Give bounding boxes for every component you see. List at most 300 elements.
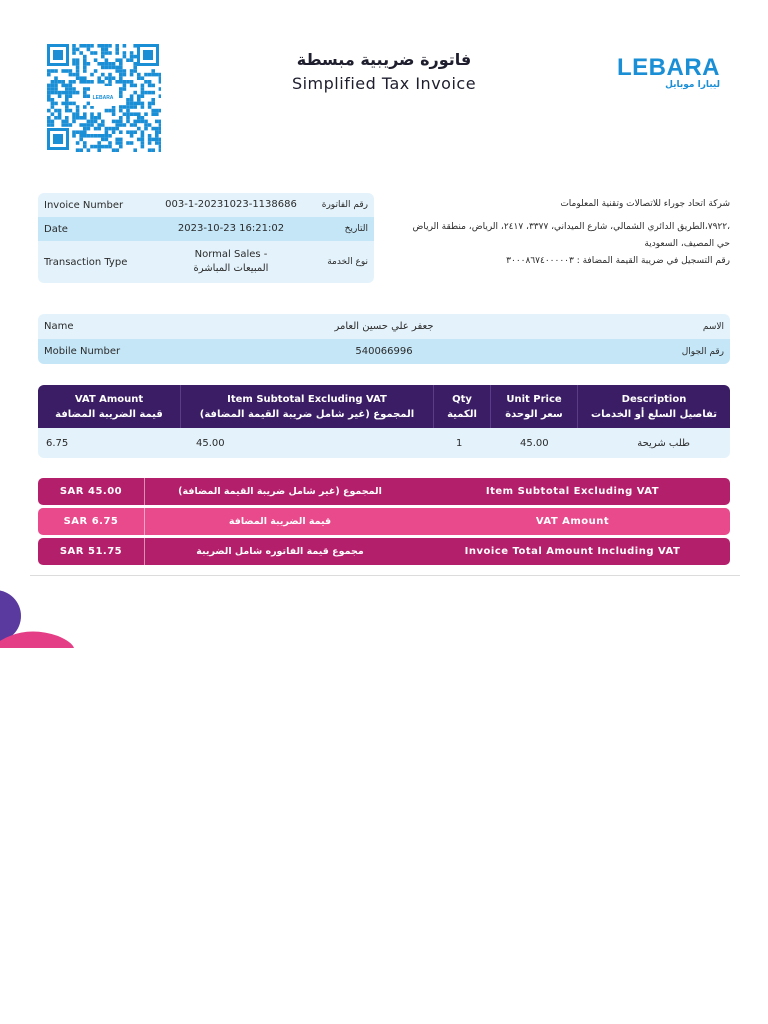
qr-module [148,141,152,145]
qr-module [144,112,148,116]
qr-module [76,141,80,145]
qr-module [83,112,87,116]
qr-module [72,134,76,138]
totals-section [38,478,730,568]
mobile-number-row [38,339,730,364]
company-vat-number: رقم التسجيل في ضريبة القيمة المضافة : ٣٠٠٠٨٦٧٤٠٠٠٠٠٣ [506,256,730,266]
qr-module [148,105,152,109]
qr-module [79,148,83,152]
qr-module [151,102,155,106]
qr-module [159,109,161,113]
qr-module [119,120,123,124]
qr-module [144,120,148,124]
qr-module [137,112,141,116]
header-vat-amount-ar: قيمة الضريبة المضافة [55,408,163,420]
row-item-subtotal: 45.00 [196,437,225,449]
company-address-line-1: ٧٩٢٢،الطريق الدائري الشمالي، شارع الميداني، ٣٣٧٧، ٢٤١٧، الرياض، منطقة الرياض، [412,222,730,232]
transaction-type-label: Transaction Type [44,256,128,268]
invoice-number-row [38,193,374,217]
row-qty: 1 [456,437,463,449]
invoice-number-label: Invoice Number [44,199,124,211]
qr-module [65,116,69,120]
qr-module [155,130,159,134]
qr-module [105,145,109,149]
qr-module [87,102,91,106]
qr-module [47,98,51,102]
qr-module [126,141,130,145]
qr-module [155,120,159,124]
qr-module [159,94,161,98]
qr-module [112,130,116,134]
company-address-line-2: حي المصيف، السعودية [644,239,730,249]
logo-wordmark: LEBARA [617,54,720,81]
qr-module [101,138,105,142]
qr-module [133,102,137,106]
qr-module [97,127,101,131]
qr-module [65,102,69,106]
qr-module [72,130,76,134]
qr-module [151,98,155,102]
logo-wordmark-arabic: ليبارا موبايل [665,80,720,90]
qr-module [76,112,80,116]
qr-module [148,123,152,127]
qr-module [137,116,141,120]
qr-module [108,109,112,113]
qr-module [155,127,159,131]
qr-module [94,127,98,131]
qr-module [87,134,91,138]
qr-module [137,94,141,98]
qr-module [108,44,112,48]
qr-module [65,94,69,98]
header-vat-amount [38,385,180,428]
qr-module [119,116,123,120]
qr-module [97,112,101,116]
qr-module [47,116,51,120]
subtotal-amount: SAR 45.00 [38,478,145,505]
qr-module [83,123,87,127]
qr-module [130,94,134,98]
qr-module [141,116,145,120]
qr-module [159,138,161,142]
qr-module [133,123,137,127]
qr-module [65,120,69,124]
qr-module [87,123,91,127]
qr-module [155,109,159,113]
qr-module [94,69,98,73]
qr-module [58,116,62,120]
qr-module [51,120,55,124]
qr-module [151,127,155,131]
qr-module [130,98,134,102]
qr-module [130,123,134,127]
qr-module [130,112,134,116]
date-value: 2023-10-23 16:21:02 [177,223,285,234]
qr-module [151,69,155,73]
qr-module [141,120,145,124]
qr-module [115,127,119,131]
qr-module [87,44,91,48]
header-description [577,385,730,428]
transaction-type-value: Normal Sales - المبيعات المباشرة [193,249,269,274]
qr-module [119,105,123,109]
qr-module [65,105,69,109]
qr-module [123,105,127,109]
qr-module [148,134,152,138]
qr-module [101,120,105,124]
qr-module [108,141,112,145]
qr-module [115,148,119,152]
qr-module [126,116,130,120]
header-qty-en: Qty [452,393,472,405]
qr-module [123,123,127,127]
qr-module [97,116,101,120]
decorative-shapes [0,578,80,648]
qr-module [108,127,112,131]
date-label: Date [44,223,68,235]
qr-module [137,138,141,142]
qr-module [126,98,130,102]
qr-module [148,148,152,152]
header-unit-price-en: Unit Price [506,393,562,405]
qr-module [155,141,159,145]
qr-module [141,130,145,134]
qr-module [79,134,83,138]
header-item-subtotal-ar: المجموع (غير شامل ضريبة القيمة المضافة) [199,408,415,420]
qr-module [54,109,58,113]
transaction-type-row [38,241,374,283]
qr-module [79,44,83,48]
qr-module [141,134,145,138]
qr-module [151,112,155,116]
qr-module [133,120,137,124]
qr-module [159,127,161,131]
qr-module [79,116,83,120]
qr-module [105,134,109,138]
customer-table [38,314,730,364]
vat-amount-row [38,508,730,535]
lebara-logo [617,52,730,102]
qr-module [115,44,119,48]
qr-module [126,120,130,124]
qr-module [51,102,55,106]
qr-module [61,69,65,73]
qr-module [123,112,127,116]
invoice-total-row [38,538,730,565]
qr-module [159,148,161,152]
customer-name-label-ar: الاسم [702,321,724,332]
qr-module [90,116,94,120]
qr-module [119,138,123,142]
qr-module [151,138,155,142]
qr-module [83,116,87,120]
qr-module [112,120,116,124]
mobile-number-label: Mobile Number [44,346,121,357]
qr-module [51,69,55,73]
title-arabic: فاتورة ضريبية مبسطة [296,50,472,69]
qr-module [65,69,69,73]
invoice-number-label-ar: رقم الفاتورة [321,200,368,210]
qr-module [69,94,73,98]
qr-module [151,148,155,152]
qr-module [94,145,98,149]
qr-module [151,109,155,113]
qr-module [159,141,161,145]
qr-module [141,145,145,149]
qr-module [90,44,94,48]
qr-module [115,123,119,127]
qr-module [79,138,83,142]
qr-module [72,120,76,124]
qr-module [76,130,80,134]
header-vat-amount-en: VAT Amount [74,393,144,405]
qr-module [141,102,145,106]
qr-module [159,130,161,134]
title-english: Simplified Tax Invoice [291,74,477,93]
qr-module [123,69,127,73]
header-qty-ar: الكمية [447,408,477,420]
table-row [38,428,730,458]
qr-module [119,145,123,149]
qr-module [54,116,58,120]
qr-module [112,109,116,113]
mobile-number-label-ar: رقم الجوال [681,346,724,357]
qr-module [141,105,145,109]
qr-module [112,127,116,131]
qr-module [105,138,109,142]
qr-module [159,123,161,127]
company-name: شركة اتحاد جوراء للاتصالات وتقنية المعلومات [560,199,730,209]
qr-module [126,112,130,116]
qr-module [148,138,152,142]
qr-module [83,44,87,48]
qr-module [72,112,76,116]
qr-module [83,105,87,109]
qr-module [108,145,112,149]
qr-module [83,69,87,73]
qr-module [61,123,65,127]
header-unit-price-ar: سعر الوحدة [505,408,563,420]
customer-name-row [38,314,730,339]
qr-module [130,141,134,145]
qr-module [105,44,109,48]
qr-module [58,94,62,98]
qr-module [130,69,134,73]
qr-module [65,109,69,113]
invoice-total-label-en: Invoice Total Amount Including VAT [464,546,681,557]
qr-module [97,145,101,149]
qr-module [83,145,87,149]
qr-module [69,102,73,106]
qr-module [47,69,51,73]
qr-module [130,130,134,134]
qr-brand-text: LEBARA [92,95,114,101]
qr-module [155,138,159,142]
qr-module [148,102,152,106]
qr-module [69,109,73,113]
qr-module [137,120,141,124]
qr-module [126,109,130,113]
vat-amount-value: SAR 6.75 [38,508,145,535]
qr-module [115,120,119,124]
qr-module [72,44,76,48]
row-vat-amount: 6.75 [46,437,69,449]
qr-module [126,102,130,106]
row-unit-price: 45.00 [520,437,549,449]
qr-module [141,141,145,145]
qr-module [58,112,62,116]
invoice-total-amount: SAR 51.75 [38,538,145,565]
qr-module [51,112,55,116]
mobile-number-value: 540066996 [355,346,413,357]
qr-module [159,120,161,124]
qr-module [119,94,123,98]
qr-module [119,69,123,73]
qr-module [105,130,109,134]
qr-module [97,134,101,138]
qr-module [47,109,51,113]
qr-module [54,102,58,106]
subtotal-label-en: Item Subtotal Excluding VAT [485,486,660,497]
qr-module [61,102,65,106]
date-row [38,217,374,241]
qr-module [105,109,109,113]
qr-module [126,130,130,134]
qr-module [119,130,123,134]
qr-module [133,130,137,134]
qr-module [76,116,80,120]
customer-name-label: Name [44,321,74,332]
qr-module [87,120,91,124]
qr-module [115,141,119,145]
qr-module [61,120,65,124]
qr-module [137,102,141,106]
qr-module [69,69,73,73]
qr-module [141,138,145,142]
qr-module [133,112,137,116]
qr-module [76,105,80,109]
qr-module [83,94,87,98]
header-item-subtotal [180,385,433,428]
qr-module [79,130,83,134]
qr-module [133,148,137,152]
qr-module [94,134,98,138]
qr-module [123,44,127,48]
qr-module [90,145,94,149]
header-qty [433,385,490,428]
transaction-type-label-ar: نوع الخدمة [327,257,368,267]
items-table-header [38,385,730,428]
qr-module [72,116,76,120]
qr-module [119,123,123,127]
qr-module [155,134,159,138]
qr-module [94,120,98,124]
qr-module [65,98,69,102]
qr-module [137,127,141,131]
qr-module [101,123,105,127]
qr-module [155,112,159,116]
qr-module [144,127,148,131]
qr-module [115,69,119,73]
qr-module [112,112,116,116]
invoice-info-table [38,193,374,283]
qr-module [101,134,105,138]
qr-module [112,148,116,152]
qr-module [130,134,134,138]
company-details [396,196,730,270]
qr-module [141,94,145,98]
qr-module [65,123,69,127]
qr-module [47,94,51,98]
qr-module [87,127,91,131]
qr-module [137,98,141,102]
qr-module [97,141,101,145]
qr-module [101,145,105,149]
qr-module [83,130,87,134]
invoice-total-label-ar: مجموع قيمة الفاتوره شامل الضريبة [196,546,364,557]
qr-module [105,127,109,131]
qr-module [51,105,55,109]
qr-module [83,134,87,138]
qr-module [108,134,112,138]
qr-module [90,134,94,138]
qr-module [83,127,87,131]
subtotal-label-ar: المجموع (غير شامل ضريبة القيمة المضافة) [178,486,382,497]
qr-module [115,138,119,142]
subtotal-row [38,478,730,505]
header-description-en: Description [621,393,687,405]
header-description-ar: تفاصيل السلع أو الخدمات [591,408,717,420]
qr-module [76,109,80,113]
qr-module [97,123,101,127]
qr-module [47,120,51,124]
qr-module [76,69,80,73]
customer-name-value: جعفر علي حسين العامر [334,321,434,332]
qr-module [101,44,105,48]
qr-module [90,123,94,127]
items-table [38,385,730,458]
qr-module [97,148,101,152]
qr-module [144,123,148,127]
header-item-subtotal-en: Item Subtotal Excluding VAT [227,393,387,405]
qr-module [159,145,161,149]
footer-divider [30,575,740,576]
qr-module [133,105,137,109]
row-description: طلب شريحة [637,437,690,449]
qr-module [87,148,91,152]
qr-module [126,105,130,109]
header-unit-price [490,385,577,428]
qr-module [130,105,134,109]
qr-module [130,102,134,106]
qr-module [97,44,101,48]
qr-module [133,69,137,73]
qr-module [47,123,51,127]
qr-module [83,141,87,145]
invoice-number-value: 003-1-20231023-1138686 [165,199,297,210]
date-label-ar: التاريخ [344,224,368,234]
qr-module [119,109,123,113]
qr-module [87,94,91,98]
vat-amount-label-en: VAT Amount [535,516,610,527]
qr-module [72,102,76,106]
qr-module [90,112,94,116]
qr-module [79,123,83,127]
qr-module [54,69,58,73]
qr-module [76,148,80,152]
qr-module [69,123,73,127]
qr-module [58,109,62,113]
